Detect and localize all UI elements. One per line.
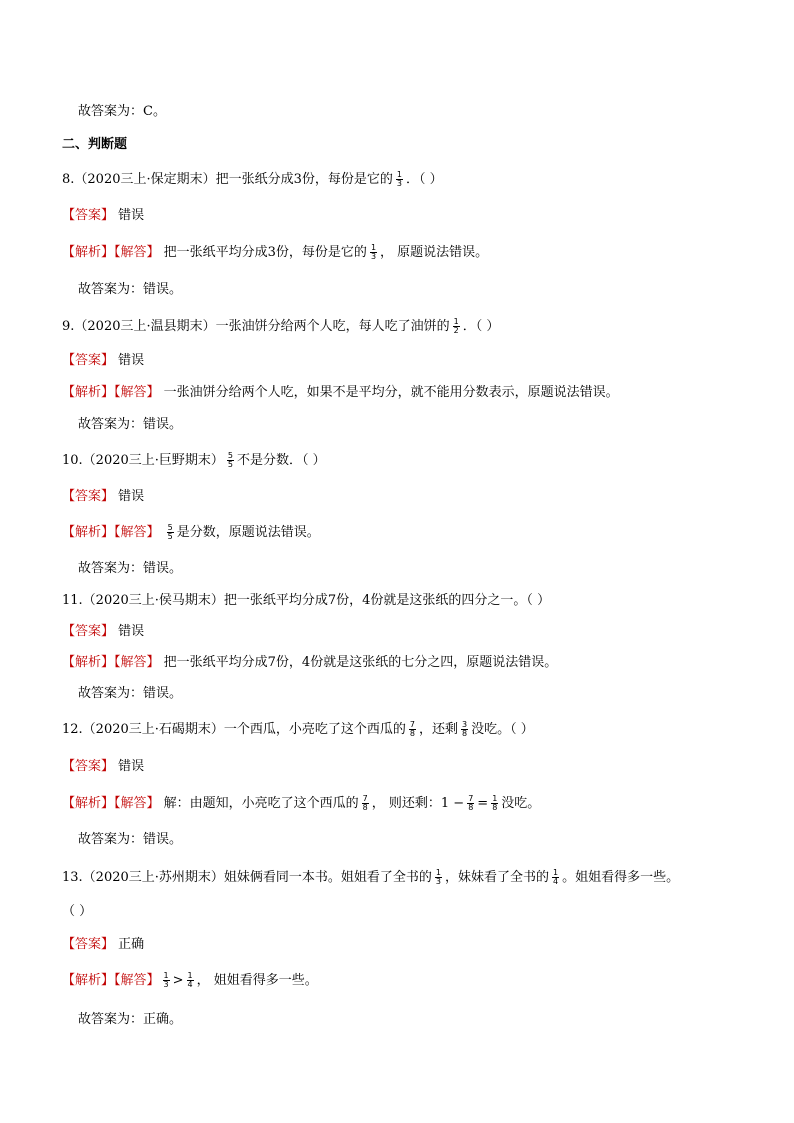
question-11-stem: 11.（2020三上·侯马期末）把一张纸平均分成7份，4份就是这张纸的四分之一。（ ）: [62, 593, 551, 608]
analysis-text: 没吃。: [501, 796, 541, 811]
fraction: $\frac{3}{8}$: [462, 720, 468, 738]
analysis-label: 【解析】【解答】: [62, 796, 160, 811]
analysis-text: ， 则还剩：: [371, 796, 441, 811]
question-9-analysis: [62, 384, 619, 402]
fraction: $\frac{1}{4}$: [553, 868, 559, 886]
analysis-text: 把一张纸平均分成7份，4份就是这张纸的七分之四，原题说法错误。: [163, 655, 558, 670]
question-12-stem: [62, 721, 534, 739]
question-13-paren: （ ）: [62, 904, 93, 919]
question-12-conclusion: 故答案为：错误。: [78, 832, 183, 847]
analysis-label: 【解析】【解答】: [62, 525, 160, 540]
stem-text: 8.（2020三上·保定期末）把一张纸分成3份，每份是它的: [62, 172, 393, 187]
question-9-stem: [62, 318, 499, 336]
stem-text: 没吃。（ ）: [471, 722, 534, 737]
analysis-text: 把一张纸平均分成3份，每份是它的: [163, 245, 367, 260]
answer-label: 【答案】: [62, 759, 115, 774]
question-11-answer: [62, 623, 144, 641]
question-10-answer: [62, 488, 144, 506]
stem-text: ．（ ）: [462, 319, 500, 334]
question-9-conclusion: 故答案为：错误。: [78, 417, 183, 432]
question-13-conclusion: 故答案为：正确。: [78, 1012, 183, 1027]
analysis-text: 解：由题知，小亮吃了这个西瓜的: [163, 796, 359, 811]
answer-label: 【答案】: [62, 208, 115, 223]
stem-text: 不是分数．（ ）: [237, 453, 326, 468]
question-8-stem: [62, 171, 443, 189]
stem-text: 9.（2020三上·温县期末）一张油饼分给两个人吃，每人吃了油饼的: [62, 319, 450, 334]
question-11-conclusion: 故答案为：错误。: [78, 686, 183, 701]
stem-text: 13.（2020三上·苏州期末）姐妹俩看同一本书。姐姐看了全书的: [62, 870, 432, 885]
fraction: $\frac{7}{8}$: [409, 720, 415, 738]
fraction: $\frac{7}{8}$: [468, 794, 474, 812]
answer-value: 正确: [118, 937, 145, 952]
question-8-answer: [62, 207, 144, 225]
answer-value: 错误: [118, 489, 145, 504]
fraction: $\frac{1}{2}$: [453, 317, 459, 335]
fraction: $\frac{5}{5}$: [227, 451, 233, 469]
question-13-analysis: [62, 972, 318, 990]
analysis-text: ， 原题说法错误。: [380, 245, 489, 260]
analysis-label: 【解析】【解答】: [62, 973, 160, 988]
stem-text: 12.（2020三上·石碣期末）一个西瓜，小亮吃了这个西瓜的: [62, 722, 406, 737]
analysis-text: 一张油饼分给两个人吃，如果不是平均分，就不能用分数表示，原题说法错误。: [163, 385, 619, 400]
fraction: $\frac{1}{8}$: [492, 794, 498, 812]
answer-value: 错误: [118, 759, 145, 774]
answer-value: 错误: [118, 353, 145, 368]
analysis-text: ， 姐姐看得多一些。: [196, 973, 318, 988]
answer-label: 【答案】: [62, 353, 115, 368]
question-11-analysis: [62, 654, 557, 672]
analysis-label: 【解析】【解答】: [62, 245, 160, 260]
stem-text: 10.（2020三上·巨野期末）: [62, 453, 224, 468]
math-term: 1 −: [440, 796, 465, 811]
fraction: $\frac{7}{8}$: [362, 794, 368, 812]
question-9-answer: [62, 352, 144, 370]
stem-text: ．（ ）: [406, 172, 443, 187]
analysis-label: 【解析】【解答】: [62, 385, 160, 400]
answer-label: 【答案】: [62, 489, 115, 504]
answer-label: 【答案】: [62, 624, 115, 639]
question-12-answer: [62, 758, 144, 776]
answer-value: 错误: [118, 624, 145, 639]
question-10-stem: [62, 452, 326, 470]
fraction: $\frac{1}{3}$: [163, 971, 169, 989]
stem-text: ，还剩: [419, 722, 459, 737]
analysis-label: 【解析】【解答】: [62, 655, 160, 670]
question-13-stem: [62, 869, 679, 887]
question-13-answer: [62, 936, 144, 954]
prev-conclusion: 故答案为：C。: [78, 104, 166, 119]
question-8-conclusion: 故答案为：错误。: [78, 282, 183, 297]
fraction: $\frac{1}{4}$: [187, 971, 193, 989]
math-operator: =: [477, 796, 489, 811]
fraction: $\frac{1}{3}$: [370, 243, 377, 261]
stem-text: 。姐姐看得多一些。: [562, 870, 680, 885]
section-title: 二、判断题: [62, 137, 128, 152]
question-12-analysis: [62, 795, 540, 813]
fraction: $\frac{1}{3}$: [396, 170, 402, 188]
analysis-text: 是分数，原题说法错误。: [176, 525, 320, 540]
answer-label: 【答案】: [62, 937, 115, 952]
question-8-analysis: [62, 244, 488, 262]
answer-value: 错误: [118, 208, 145, 223]
fraction: $\frac{5}{5}$: [167, 523, 173, 541]
math-operator: >: [172, 973, 184, 988]
question-10-conclusion: 故答案为：错误。: [78, 561, 183, 576]
question-10-analysis: [62, 524, 320, 542]
fraction: $\frac{1}{3}$: [435, 868, 441, 886]
stem-text: ，妹妹看了全书的: [445, 870, 550, 885]
